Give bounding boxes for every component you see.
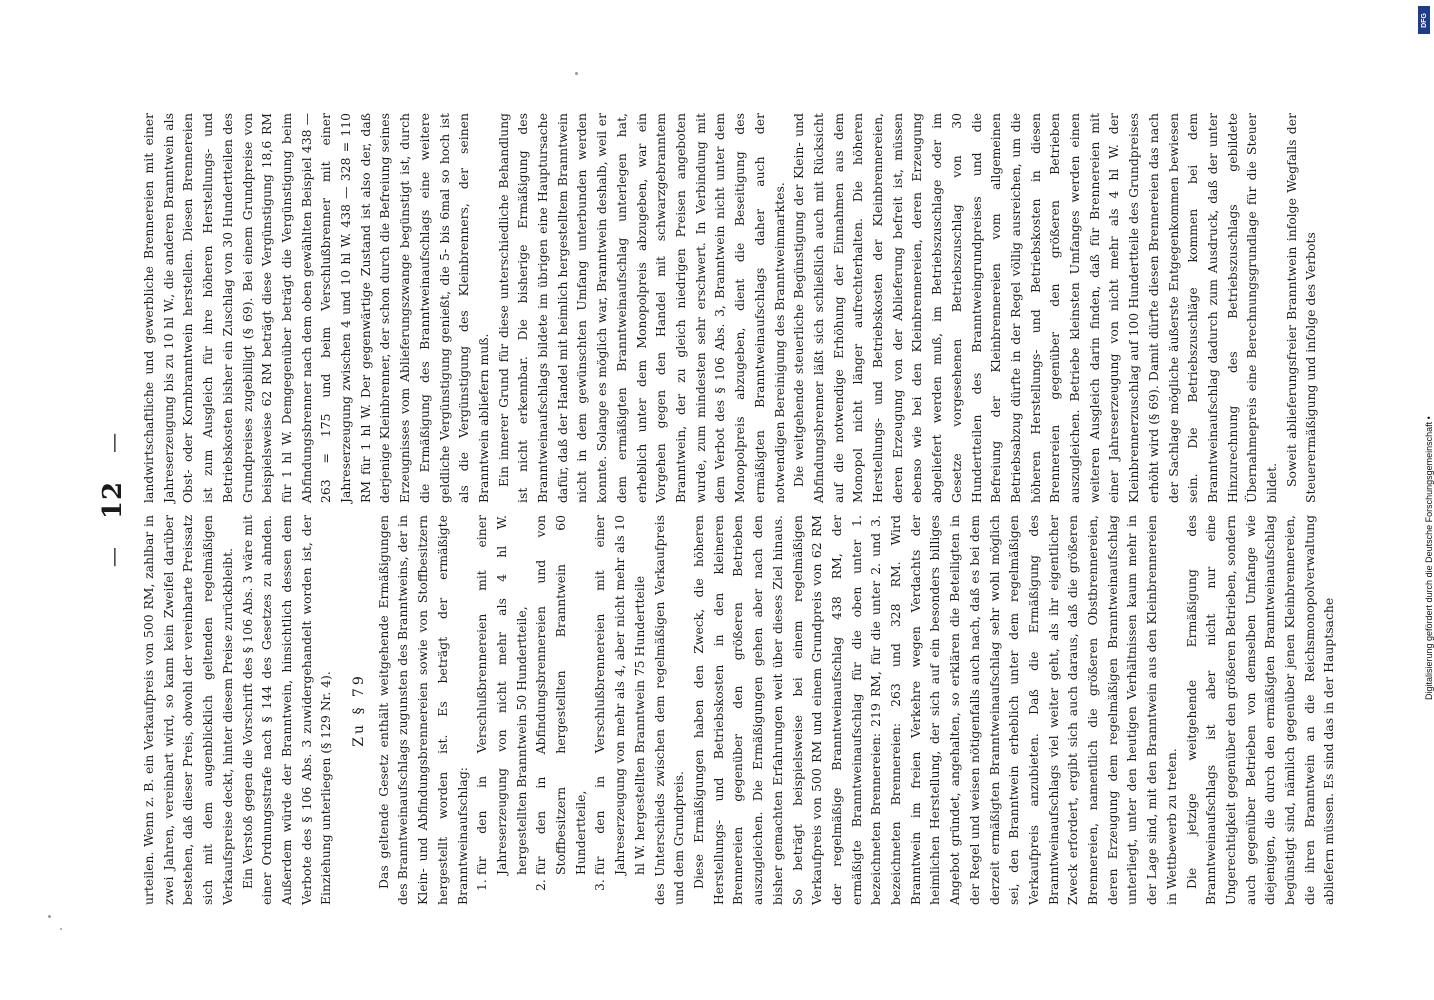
list-text: für den in Abfindungsbrennereien und von Stoffbesitzern hergestellten Branntwein 60 Hundertteile, — [533, 515, 588, 875]
left-paragraph-3: Das geltende Gesetz enthält weitgehende Ermäßigungen des Branntweinaufschlags zugunsten des Branntweins, der in Klein- und Abfindungsbrennereien sowie von Stoffbesitzern hergestellt worden ist. Es beträgt der ermäßigte Branntweinaufschlag: — [375, 515, 470, 905]
page-header — [95, 95, 131, 905]
section-heading: Zu § 79 — [351, 673, 368, 747]
right-column — [139, 113, 1321, 503]
header-dash-left: — — [101, 547, 125, 568]
list-item — [472, 515, 531, 905]
right-paragraph-1: landwirtschaftliche und gewerbliche Brennereien mit einer Jahreserzeugung bis zu 10 hl W., die anderen Branntwein als Obst- oder Kornbranntwein herstellen. Diesen Brennereien ist zum Ausgleich für ihre höheren Herstellungs- und Betriebskosten bisher ein Zuschlag von 30 Hundertteilen des Grundpreises zugebilligt (§ 69). Bei einem Grundpreise von beispielsweise 62 RM beträgt diese Vergünstigung 18,6 RM für 1 hl W. Demgegenüber beträgt die Vergünstigung beim Abfindungsbrenner nach dem oben gewählten Beispiel 438 — 263 = 175 und beim Verschlußbrenner mit einer Jahreserzeugung zwischen 4 und 10 hl W. 438 — 328 = 110 RM für 1 hl W. Der gegenwärtige Zustand ist also der, daß derjenige Kleinbrenner, der schon durch die Befreiung seines Erzeugnisses vom Ablieferungszwange begünstigt ist, durch die Ermäßigung des Branntweinaufschlags eine weitere geldliche Vergünstigung genießt, die 5- bis 6mal so hoch ist als die Vergünstigung des Kleinbrenners, der seinen Branntwein abliefern muß. — [141, 113, 491, 503]
document-page — [95, 95, 1337, 905]
left-paragraph-5: Diese Ermäßigungen haben den Zweck, die höheren Herstellungs- und Betriebskosten in den kleineren Brennereien gegenüber den größeren Betrieben auszugleichen. Die Ermäßigungen gehen aber nach den bisher gemachten Erfahrungen weit über dieses Ziel hinaus. So beträgt beispielsweise bei einem regelmäßigen Verkaufpreis von 500 RM und einem Grundpreis von 62 RM der regelmäßige Branntweinaufschlag 438 RM, der ermäßigte Branntweinaufschlag für die oben unter 1. bezeichneten Brennereien: 219 RM, für die unter 2. und 3. bezeichneten Brennereien: 263 und 328 RM. Wird Branntwein im freien Verkehre wegen Verdachts der heimlichen Herstellung, der sich auf ein besonders billiges Angebot gründet, angehalten, so erklären die Beteiligten in der Regel und weisen nötigenfalls auch nach, daß es bei dem derzeit ermäßigten Branntweinaufschlag sehr wohl möglich sei, den Branntwein erheblich unter dem regelmäßigen Verkaufpreis anzubieten. Daß die Ermäßigung des Branntweinaufschlags viel weiter geht, als ihr eigentlicher Zweck erfordert, ergibt sich auch daraus, daß die größeren Brennereien, namentlich die größeren Obstbrennereien, deren Erzeugung dem regelmäßigen Branntweinaufschlag unterliegt, unter den heutigen Verhältnissen kaum mehr in der Lage sind, mit den Branntwein aus den Kleinbrennereien in Wettbewerb zu treten. — [690, 515, 1179, 905]
scan-speck — [575, 72, 578, 75]
header-dash-right: — — [101, 432, 125, 453]
right-paragraph-3: Die weitgehende steuerliche Begünstigung der Klein- und Abfindungsbrenner läßt sich schließlich auch mit Rücksicht auf die notwendige Erhöhung der Einnahmen aus dem Monopol nicht länger aufrechterhalten. Die höheren Herstellungs- und Betriebskosten der Kleinbrennereien, deren Erzeugung von der Ablieferung befreit ist, müssen ebenso wie bei den Kleinbrennereien, deren Erzeugung abgeliefert werden muß, im Betriebszuschlage oder im Gesetze vorgesehenen Betriebszuschlag von 30 Hundertteilen des Branntweingrundpreises und die Befreiung der Kleinbrennereien vom allgemeinen Betriebsabzug dürfte in der Regel völlig ausreichen, um die höheren Herstellungs- und Betriebskosten in diesen Brennereien gegenüber den größeren Betrieben auszugleichen. Betriebe kleinsten Umfanges werden einen weiteren Ausgleich darin finden, daß für Brennereien mit einer Jahreserzeugung von nicht mehr als 4 hl W. der Kleinbrennerzuschlag auf 100 Hundertteile des Grundpreises erhöht wird (§ 69). Damit dürfte diesen Brennereien das nach der Sachlage mögliche äußerste Entgegenkommen bewiesen sein. Die Betriebszuschläge kommen bei dem Branntweinaufschlag dadurch zum Ausdruck, daß der unter Hinzurechnung des Betriebszuschlags gebildete Übernahmepreis eine Berechnungsgrundlage für die Steuer bildet. — [791, 113, 1280, 503]
list-text: für den in Verschlußbrennereien mit einer Jahreserzeugung von nicht mehr als 4 hl W. hergestellten Branntwein 50 Hundertteile, — [474, 515, 529, 875]
list-item — [531, 515, 590, 905]
list-item — [590, 515, 649, 905]
scan-speck — [60, 928, 62, 930]
page-number: 12 — [98, 480, 128, 520]
left-paragraph-4: des Unterschieds zwischen dem regelmäßigen Verkaufpreis und dem Grundpreis. — [651, 515, 687, 905]
right-paragraph-2: Ein innerer Grund für diese unterschiedliche Behandlung ist nicht erkennbar. Die bisherige Ermäßigung des Branntweinaufschlags bildete im übrigen eine Hauptursache dafür, daß der Handel mit heimlich hergestelltem Branntwein nicht in dem gewünschten Umfang unterbunden werden konnte. Solange es möglich war, Branntwein deshalb, weil er dem ermäßigten Branntweinaufschlag unterlegen hat, erheblich unter dem Monopolpreis abzugeben, war ein Vorgehen gegen den Handel mit schwarzgebranntem Branntwein, der zu gleich niedrigen Preisen angeboten wurde, zum mindesten sehr erschwert. In Verbindung mit dem Verbot des § 106 Abs. 3, Branntwein nicht unter dem Monopolpreis abzugeben, dient die Beseitigung des ermäßigten Branntweinaufschlags daher auch der notwendigen Bereinigung des Branntweinmarktes. — [495, 113, 787, 503]
dfg-logo — [1418, 6, 1430, 34]
scan-speck — [48, 915, 51, 918]
left-paragraph-6: Die jetzige weitgehende Ermäßigung des Branntweinaufschlags ist aber nicht nur eine Ungerechtigkeit gegenüber den größeren Betrieben, sondern auch gegenüber Betrieben von demselben Umfange wie diejenigen, die durch den ermäßigten Branntweinaufschlag begünstigt sind, nämlich gegenüber jenen Kleinbrennereien, die ihren Branntwein an die Reichsmonopolverwaltung abliefern müssen. Es sind das in der Hauptsache — [1183, 515, 1337, 905]
digitization-credit: Digitalisierung gefördert durch die Deutsche Forschungsgemeinschaft • — [1424, 416, 1434, 700]
dfg-logo-text: DFG — [1420, 12, 1428, 28]
left-paragraph-2: Ein Verstoß gegen die Vorschrift des § 106 Abs. 3 wäre mit einer Ordnungsstrafe nach § 144 des Gesetzes zu ahnden. Außerdem würde der Branntwein, hinsichtlich dessen dem Verbote des § 106 Abs. 3 zuwidergehandelt worden ist, der Einziehung unterliegen (§ 129 Nr. 4). — [239, 515, 334, 905]
list-text: für den in Verschlußbrennereien mit einer Jahreserzeugung von mehr als 4, aber nicht mehr als 10 hl W. hergestellten Branntwein 75 Hundertteile — [592, 515, 647, 875]
right-paragraph-4: Soweit ablieferungsfreier Branntwein infolge Wegfalls der Steuerermäßigung und infolge des Verbots — [1283, 113, 1319, 503]
left-column — [139, 515, 1339, 905]
list-number: 1. — [474, 879, 490, 891]
list-number: 3. — [592, 879, 608, 891]
rate-list — [472, 515, 649, 905]
list-number: 2. — [533, 879, 549, 891]
left-paragraph-1: urteilen. Wenn z. B. ein Verkaufpreis von 500 RM, zahlbar in zwei Jahren, vereinbart wird, so kann kein Zweifel darüber bestehen, daß dieser Preis, obwohl der vereinbarte Preissatz sich mit dem augenblicklich geltenden regelmäßigen Verkaufspreise deckt, hinter diesem Preise zurückbleibt. — [141, 515, 235, 905]
